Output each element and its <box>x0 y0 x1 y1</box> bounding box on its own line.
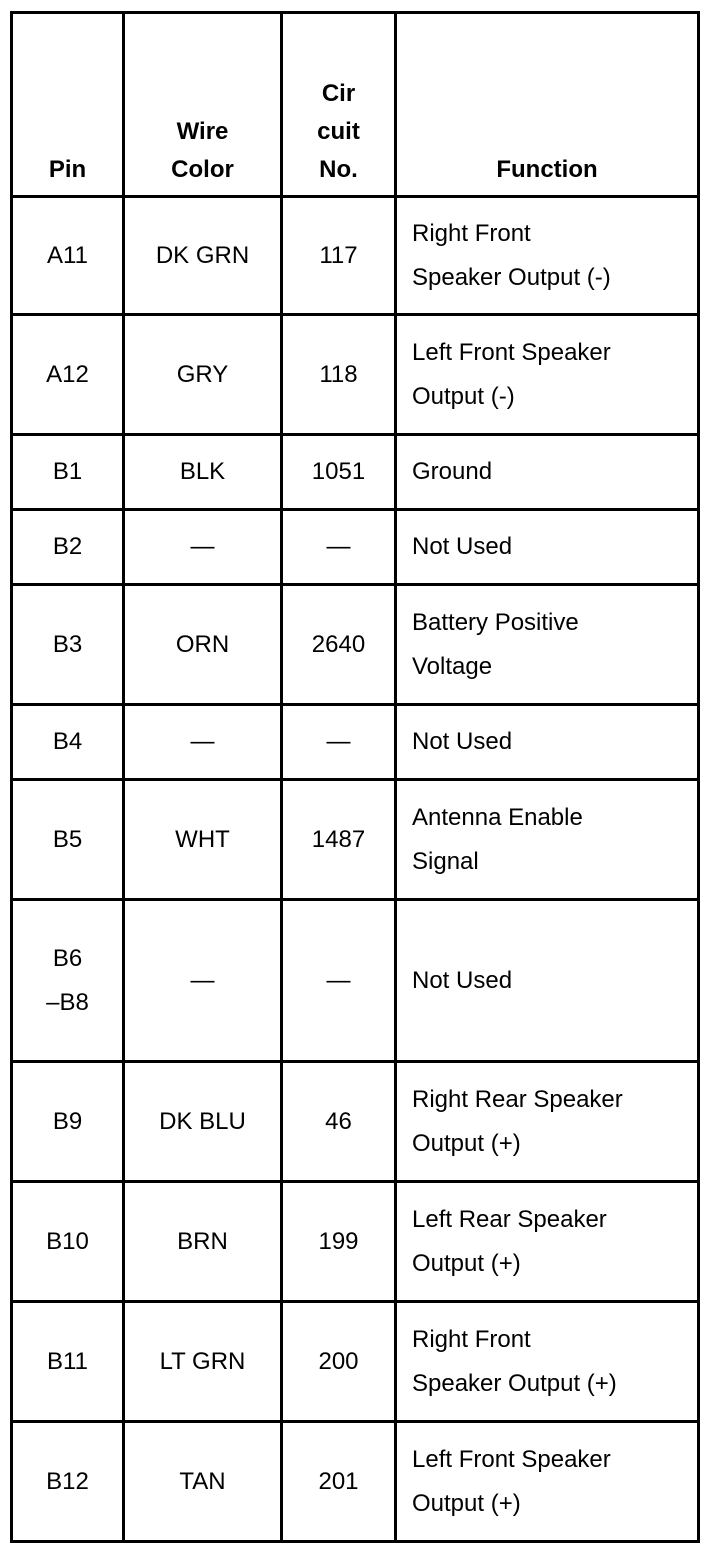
cell-circuit-no: 200 <box>282 1302 396 1422</box>
cell-wire-color: LT GRN <box>124 1302 282 1422</box>
cell-wire-color: BLK <box>124 435 282 510</box>
cell-function: Ground <box>396 435 699 510</box>
cell-wire-color: BRN <box>124 1182 282 1302</box>
cell-pin: A11 <box>12 197 124 315</box>
table-row <box>12 900 699 1062</box>
cell-function: Not Used <box>396 900 699 1062</box>
cell-circuit-no: 199 <box>282 1182 396 1302</box>
pin-table <box>10 11 700 1543</box>
table-row <box>12 315 699 435</box>
cell-function: Battery Positive Voltage <box>396 585 699 705</box>
table-row <box>12 705 699 780</box>
cell-circuit-no: 201 <box>282 1422 396 1542</box>
table-row <box>12 585 699 705</box>
cell-wire-color: DK BLU <box>124 1062 282 1182</box>
cell-function: Not Used <box>396 510 699 585</box>
header-function: Function <box>396 13 699 197</box>
cell-pin: A12 <box>12 315 124 435</box>
table-row <box>12 1302 699 1422</box>
cell-pin: B10 <box>12 1182 124 1302</box>
cell-wire-color: — <box>124 900 282 1062</box>
cell-pin: B3 <box>12 585 124 705</box>
cell-pin: B11 <box>12 1302 124 1422</box>
cell-pin: B5 <box>12 780 124 900</box>
cell-pin: B9 <box>12 1062 124 1182</box>
cell-circuit-no: 118 <box>282 315 396 435</box>
cell-wire-color: WHT <box>124 780 282 900</box>
cell-wire-color: TAN <box>124 1422 282 1542</box>
table-row <box>12 780 699 900</box>
table-row <box>12 510 699 585</box>
cell-wire-color: — <box>124 705 282 780</box>
cell-function: Right Front Speaker Output (+) <box>396 1302 699 1422</box>
cell-function: Antenna Enable Signal <box>396 780 699 900</box>
cell-circuit-no: 117 <box>282 197 396 315</box>
table-body <box>12 197 699 1542</box>
cell-pin: B1 <box>12 435 124 510</box>
cell-function: Not Used <box>396 705 699 780</box>
table-row <box>12 435 699 510</box>
header-pin: Pin <box>12 13 124 197</box>
cell-wire-color: — <box>124 510 282 585</box>
header-wire-color: Wire Color <box>124 13 282 197</box>
cell-function: Left Front Speaker Output (+) <box>396 1422 699 1542</box>
cell-circuit-no: — <box>282 900 396 1062</box>
cell-circuit-no: — <box>282 705 396 780</box>
table-row <box>12 1422 699 1542</box>
cell-pin: B2 <box>12 510 124 585</box>
cell-function: Left Rear Speaker Output (+) <box>396 1182 699 1302</box>
table-row <box>12 1182 699 1302</box>
cell-circuit-no: 46 <box>282 1062 396 1182</box>
cell-circuit-no: 1487 <box>282 780 396 900</box>
cell-circuit-no: — <box>282 510 396 585</box>
cell-function: Right Front Speaker Output (-) <box>396 197 699 315</box>
cell-circuit-no: 2640 <box>282 585 396 705</box>
cell-wire-color: ORN <box>124 585 282 705</box>
cell-wire-color: DK GRN <box>124 197 282 315</box>
cell-pin: B6 –B8 <box>12 900 124 1062</box>
header-row <box>12 13 699 197</box>
cell-circuit-no: 1051 <box>282 435 396 510</box>
cell-wire-color: GRY <box>124 315 282 435</box>
table-row <box>12 1062 699 1182</box>
cell-pin: B12 <box>12 1422 124 1542</box>
header-circuit-no: Cir cuit No. <box>282 13 396 197</box>
cell-function: Left Front Speaker Output (-) <box>396 315 699 435</box>
cell-function: Right Rear Speaker Output (+) <box>396 1062 699 1182</box>
cell-pin: B4 <box>12 705 124 780</box>
table-row <box>12 197 699 315</box>
